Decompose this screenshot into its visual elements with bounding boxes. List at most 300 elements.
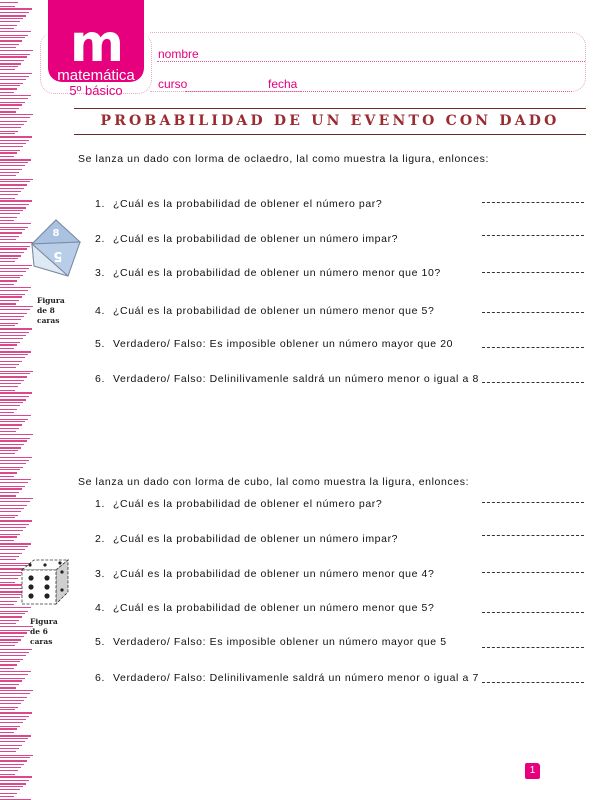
scribble-line [0,524,29,525]
scribble-line [0,399,26,400]
scribble-line [0,616,22,617]
scribble-line [0,325,15,326]
scribble-line [0,35,28,36]
scribble-line [0,60,24,61]
question-number: 6. [95,373,105,385]
question-text: Verdadero/ Falso: Delinilivamenle saldrá un número menor o igual a 7 [113,672,479,684]
scribble-line [0,236,19,237]
scribble-line [0,626,33,627]
answer-blank[interactable] [482,347,584,348]
scribble-line [0,661,20,662]
title-rule-top [74,108,586,109]
question-item [95,602,434,614]
scribble-line [0,582,15,583]
scribble-line [0,83,23,84]
grade-label: 5º básico [69,83,123,98]
answer-blank[interactable] [482,647,584,648]
scribble-line [0,712,32,713]
scribble-line [0,630,30,631]
question-number: 3. [95,267,105,279]
question-item [95,305,434,317]
scribble-line [0,248,27,249]
scribble-line [0,642,18,643]
scribble-line [0,313,27,314]
scribble-line [0,386,18,387]
scribble-line [0,198,15,199]
scribble-line [0,664,17,665]
scribble-line [0,232,22,233]
scribble-line [0,722,23,723]
decorative-left-edge [0,0,34,800]
scribble-line [0,440,27,441]
scribble-line [0,207,26,208]
subject-logo [48,0,144,82]
scribble-line [0,659,23,660]
question-text: ¿Cuál es la probabilidad de oblener un número menor que 10? [113,267,441,279]
scribble-line [0,88,17,89]
scribble-line [0,56,27,57]
scribble-line [0,54,30,55]
scribble-line [0,796,14,797]
scribble-line [0,117,30,118]
scribble-line [0,556,19,557]
question-number: 3. [95,568,105,580]
question-text: ¿Cuál es la probabilidad de oblener un número impar? [113,533,399,545]
scribble-line [0,748,19,749]
scribble-line [0,184,27,185]
scribble-line [0,143,26,144]
figure-6-caption [30,617,58,647]
scribble-line [0,227,28,228]
scribble-line [0,476,14,477]
scribble-line [0,671,31,672]
scribble-line [0,354,28,355]
scribble-line [0,373,30,374]
scribble-line [0,428,19,429]
scribble-line [0,200,32,201]
scribble-line [0,757,30,758]
scribble-line [0,460,29,461]
caption-line: Figura [37,296,65,305]
scribble-line [0,6,15,7]
scribble-line [0,156,14,157]
scribble-line [0,37,25,38]
scribble-line [0,111,16,112]
scribble-line [0,44,19,45]
scribble-line [0,613,25,614]
scribble-line [0,450,18,451]
cube-die-icon [20,556,70,608]
scribble-line [0,438,30,439]
scribble-line [0,280,17,281]
scribble-line [0,323,18,324]
scribble-line [0,258,18,259]
scribble-line [0,255,21,256]
scribble-line [0,786,23,787]
scribble-line [0,745,22,746]
scribble-line [0,783,26,784]
scribble-line [0,284,14,285]
scribble-line [0,287,31,288]
question-number: 2. [95,233,105,245]
scribble-line [0,578,18,579]
scribble-line [0,716,29,717]
question-text: ¿Cuál es la probabilidad de oblener un número impar? [113,233,399,245]
scribble-line [0,146,23,147]
scribble-line [0,316,24,317]
name-field[interactable] [157,61,585,62]
question-number: 5. [95,636,105,648]
scribble-line [0,515,18,516]
scribble-line [0,770,18,771]
scribble-line [0,728,17,729]
scribble-line [0,447,21,448]
svg-text:8: 8 [52,228,60,239]
scribble-line [0,392,32,393]
scribble-line [0,114,33,115]
answer-blank[interactable] [482,312,584,313]
scribble-line [0,290,28,291]
scribble-line [0,505,27,506]
question-item [95,267,441,279]
question-text: Verdadero/ Falso: Es imposible oblener un número mayor que 5 [113,636,447,648]
scribble-line [0,229,25,230]
scribble-line [0,575,21,576]
scribble-line [0,517,15,518]
scribble-line [0,764,24,765]
scribble-line [0,268,29,269]
scribble-line [0,472,17,473]
scribble-line [0,546,28,547]
question-item [95,198,382,210]
scribble-line [0,707,18,708]
scribble-line [0,31,31,32]
scribble-line [0,431,16,432]
scribble-line [0,12,29,13]
question-text: ¿Cuál es la probabilidad de oblener el número par? [113,198,383,210]
scribble-line [0,597,20,598]
question-number: 4. [95,305,105,317]
scribble-line [0,530,23,531]
scribble-line [0,136,32,137]
scribble-line [0,108,19,109]
question-number: 6. [95,672,105,684]
scribble-line [0,684,19,685]
scribble-line [0,361,22,362]
scribble-line [0,239,16,240]
scribble-line [0,367,16,368]
answer-blank[interactable] [482,572,584,573]
scribble-line [0,162,28,163]
scribble-line [0,104,22,105]
scribble-line [0,415,31,416]
scribble-line [0,376,27,377]
scribble-line [0,172,19,173]
student-info-box [150,32,586,92]
scribble-line [0,690,33,691]
scribble-line [0,169,22,170]
question-text: ¿Cuál es la probabilidad de oblener un número menor que 4? [113,568,435,580]
scribble-line [0,482,28,483]
scribble-line [0,700,24,701]
scribble-line [0,15,26,16]
scribble-line [0,674,28,675]
caption-line: caras [30,637,53,646]
svg-text:5: 5 [53,248,63,263]
scribble-line [0,165,25,166]
scribble-line [0,620,19,621]
scribble-line [0,69,15,70]
scribble-line [0,444,24,445]
scribble-line [0,402,23,403]
scribble-line [0,536,17,537]
scribble-line [0,300,19,301]
caption-line: caras [37,316,60,325]
scribble-line [0,275,23,276]
scribble-line [0,223,31,224]
scribble-line [0,309,30,310]
course-label: curso [158,77,188,91]
scribble-line [0,335,26,336]
scribble-line [0,204,29,205]
answer-blank[interactable] [482,535,584,536]
scribble-line [0,140,29,141]
course-field[interactable] [185,91,301,92]
scribble-line [0,390,15,391]
scribble-line [0,751,16,752]
scribble-line [0,76,29,77]
scribble-line [0,47,16,48]
question-text: ¿Cuál es la probabilidad de oblener el número par? [113,498,383,510]
scribble-line [0,527,26,528]
question-text: ¿Cuál es la probabilidad de oblener un número menor que 5? [113,305,435,317]
scribble-line [0,553,22,554]
scribble-line [0,181,30,182]
scribble-line [0,210,23,211]
scribble-line [0,85,20,86]
scribble-line [0,220,14,221]
answer-blank[interactable] [482,202,584,203]
scribble-line [0,709,15,710]
section1-intro: Se lanza un dado con lorma de oclaedro, lal como muestra la ligura, enlonces: [78,153,489,165]
scribble-line [0,179,33,180]
scribble-line [0,102,25,103]
scribble-line [0,25,17,26]
figure-8-caption [37,296,65,326]
answer-blank[interactable] [482,382,584,383]
scribble-line [0,469,20,470]
scribble-line [0,668,14,669]
question-item [95,233,398,245]
scribble-line [0,277,20,278]
scribble-line [0,252,24,253]
scribble-line [0,511,21,512]
scribble-line [0,632,27,633]
scribble-line [0,793,17,794]
scribble-line [0,479,31,480]
question-number: 5. [95,338,105,350]
scribble-line [0,294,25,295]
scribble-line [0,396,29,397]
scribble-line [0,92,14,93]
scribble-line [0,131,18,132]
scribble-line [0,760,27,761]
scribble-line [0,405,20,406]
question-text: Verdadero/ Falso: Es imposible oblener un número mayor que 20 [113,338,454,350]
caption-line: Figura [30,617,58,626]
question-item [95,373,479,385]
scribble-line [0,409,17,410]
scribble-line [0,152,17,153]
scribble-line [0,98,28,99]
scribble-line [0,434,33,435]
scribble-line [0,652,29,653]
question-item [95,338,453,350]
scribble-line [0,463,26,464]
scribble-line [0,412,14,413]
scribble-line [0,495,16,496]
date-label: fecha [268,77,298,91]
scribble-line [0,95,31,96]
answer-blank[interactable] [482,612,584,613]
scribble-line [0,498,33,499]
scribble-line [0,63,21,64]
scribble-line [0,520,32,521]
scribble-line [0,559,16,560]
scribble-line [0,457,32,458]
scribble-line [0,639,21,640]
scribble-line [0,8,32,9]
scribble-line [0,732,14,733]
scribble-line [0,383,21,384]
scribble-line [0,678,25,679]
scribble-line [0,133,15,134]
question-number: 1. [95,498,105,510]
scribble-line [0,40,22,41]
page-title: PROBABILIDAD DE UN EVENTO CON DADO [100,113,560,129]
scribble-line [0,501,30,502]
scribble-line [0,28,14,29]
question-item [95,568,434,580]
scribble-line [0,357,25,358]
question-number: 2. [95,533,105,545]
scribble-line [0,453,15,454]
scribble-line [0,217,17,218]
answer-blank[interactable] [482,682,584,683]
scribble-line [0,344,17,345]
scribble-line [0,655,26,656]
caption-line: de 8 [37,306,55,315]
scribble-line [0,188,24,189]
scribble-line [0,2,18,3]
scribble-line [0,755,33,756]
scribble-line [0,467,23,468]
scribble-line [0,246,30,247]
question-item [95,498,382,510]
scribble-line [0,693,30,694]
scribble-line [0,73,32,74]
scribble-line [0,175,16,176]
scribble-line [0,741,25,742]
scribble-line [0,735,31,736]
scribble-line [0,261,15,262]
question-number: 1. [95,198,105,210]
answer-blank[interactable] [482,502,584,503]
scribble-line [0,697,27,698]
answer-blank[interactable] [482,235,584,236]
scribble-line [0,50,33,51]
scribble-line [0,767,21,768]
scribble-line [0,424,22,425]
scribble-line [0,150,20,151]
scribble-line [0,194,18,195]
scribble-line [0,191,21,192]
scribble-line [0,534,20,535]
scribble-line [0,601,17,602]
scribble-line [0,776,32,777]
question-item [95,533,398,545]
scribble-line [0,364,19,365]
scribble-line [0,342,20,343]
scribble-line [0,351,31,352]
scribble-line [0,540,14,541]
scribble-line [0,121,27,122]
question-item [95,636,447,648]
date-field[interactable] [300,91,572,92]
scribble-line [0,774,15,775]
logo-subject: matemática [57,67,135,84]
scribble-line [0,789,20,790]
scribble-line [0,124,24,125]
scribble-line [0,21,20,22]
scribble-line [0,492,19,493]
scribble-line [0,738,28,739]
question-number: 4. [95,602,105,614]
caption-line: de 6 [30,627,48,636]
answer-blank[interactable] [482,272,584,273]
scribble-line [0,508,24,509]
scribble-line [0,419,28,420]
scribble-line [0,780,29,781]
scribble-line [0,703,21,704]
octahedron-die-icon [28,218,84,286]
question-item [95,672,479,684]
scribble-line [0,338,23,339]
logo-letter: m [69,14,123,74]
scribble-line [0,719,26,720]
scribble-line [0,421,25,422]
scribble-line [0,303,16,304]
scribble-line [0,306,33,307]
scribble-line [0,636,24,637]
scribble-line [0,371,33,372]
scribble-line [0,328,32,329]
scribble-line [0,680,22,681]
scribble-line [0,649,32,650]
scribble-line [0,611,28,612]
scribble-line [0,79,26,80]
scribble-line [0,726,20,727]
scribble-line [0,18,23,19]
section2-intro: Se lanza un dado con lorma de cubo, lal como muestra la ligura, enlonces: [78,476,470,488]
question-text: Verdadero/ Falso: Delinilivamenle saldrá un número menor o igual a 8 [113,373,479,385]
scribble-line [0,380,24,381]
page-number: 1 [525,763,540,779]
scribble-line [0,319,21,320]
scribble-line [0,488,22,489]
scribble-line [0,332,29,333]
scribble-line [0,159,31,160]
